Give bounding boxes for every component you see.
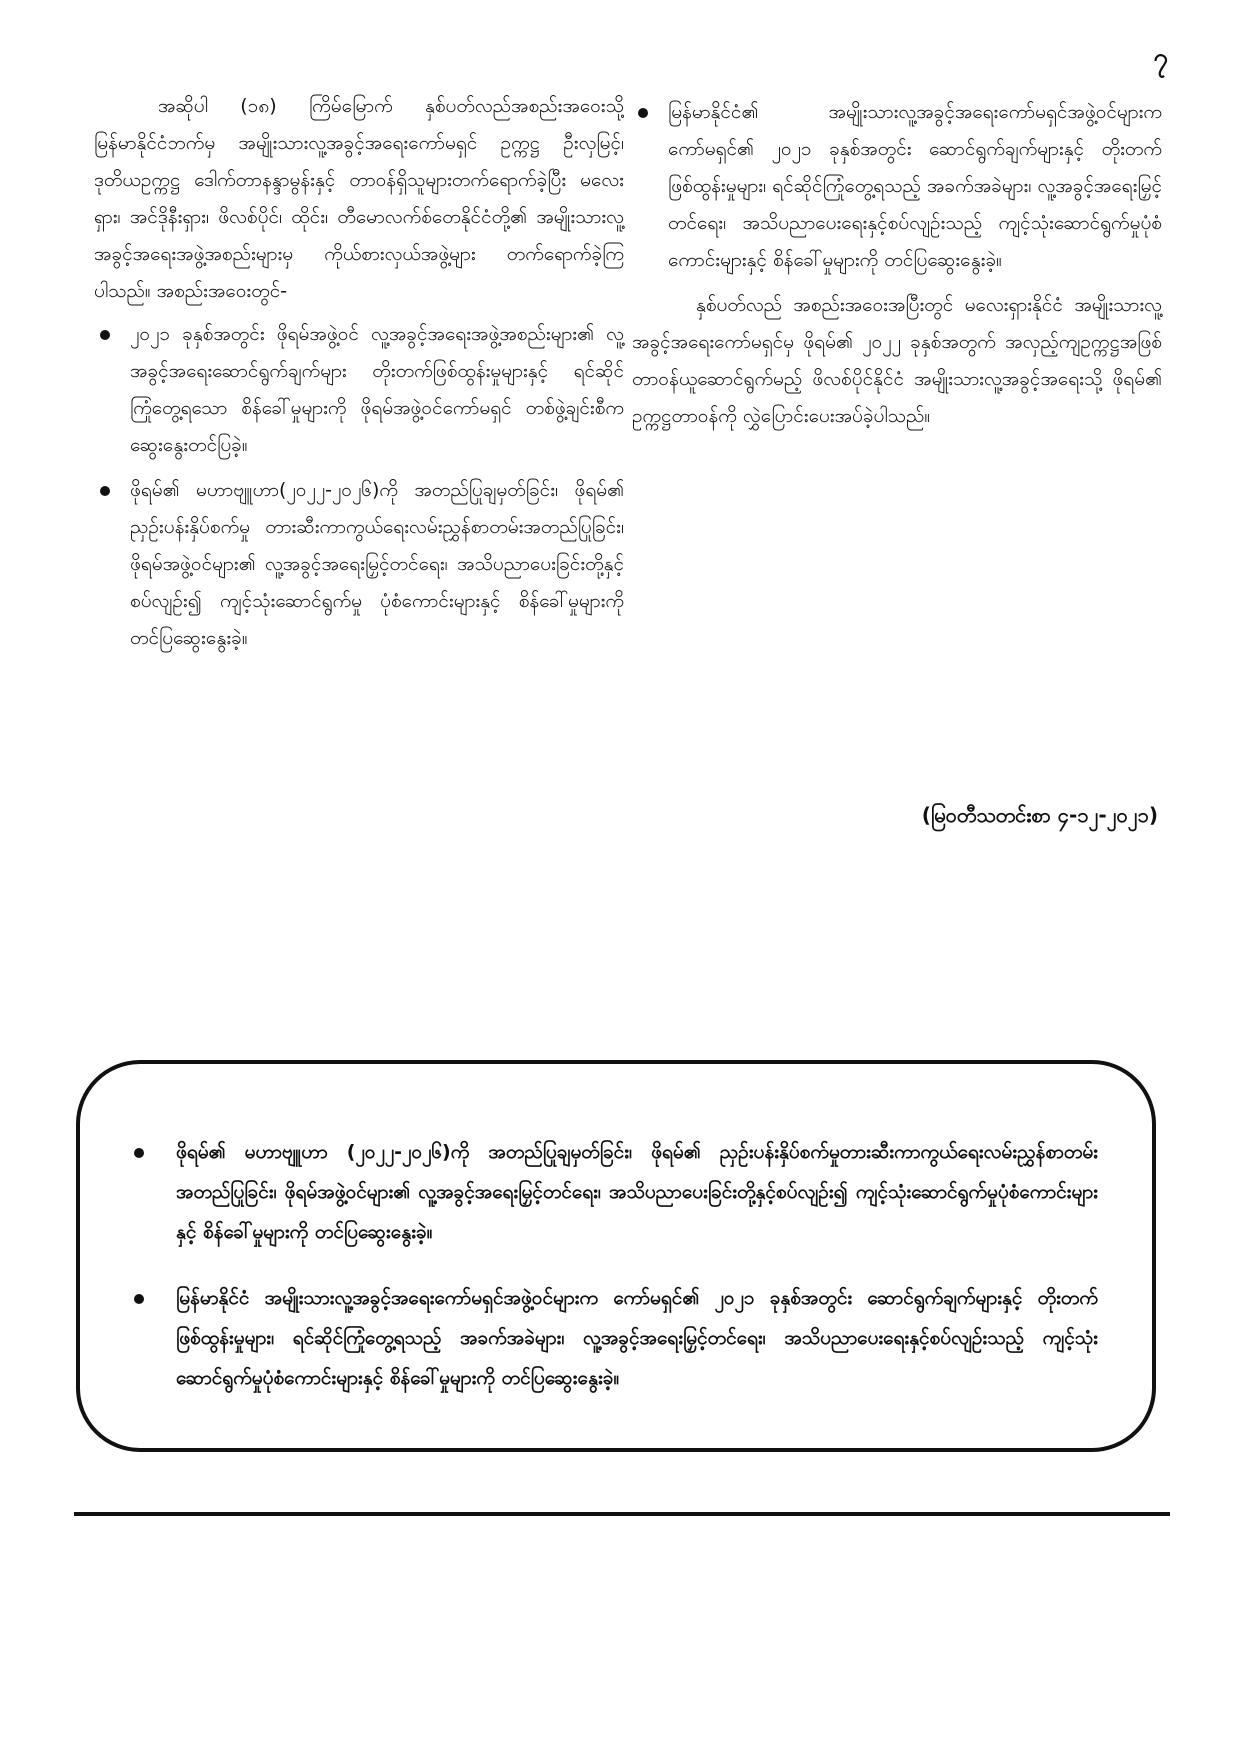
page-number: ၇ bbox=[1153, 43, 1168, 73]
list-item bbox=[94, 316, 624, 464]
list-item bbox=[130, 1132, 1098, 1252]
source-citation: (မြဝတီသတင်းစာ ၄-၁၂-၂၀၂၁) bbox=[921, 803, 1158, 827]
bullet-text: မြန်မာနိုင်ငံ၏ အမျိုးသားလူ့အခွင့်အရေးကော်မရှင်အဖွဲ့ဝင်များက ကော်မရှင်၏ ၂၀၂၁ ခုနှစ်အတွင်း ဆောင်ရွက်ချက်များနှင့် တိုးတက်ဖြစ်ထွန်းမှုများ၊ ရင်ဆိုင်ကြုံတွေ့ရသည့် အခက်အခဲများ၊ လူ့အခွင့်အရေးမြှင့်တင်ရေး၊ အသိပညာပေးရေးနှင့်စပ်လျဉ်းသည့် ကျင့်သုံးဆောင်ရွက်မှုပုံစံကောင်းများနှင့် စိန်ခေါ်မှုများကို တင်ပြဆွေးနွေးခဲ့။ bbox=[668, 101, 1162, 271]
summary-box bbox=[76, 1060, 1156, 1452]
bullet-icon bbox=[638, 108, 648, 118]
bullet-text: ၂၀၂၁ ခုနှစ်အတွင်း ဖိုရမ်အဖွဲ့ဝင် လူ့အခွင့်အရေးအဖွဲ့အစည်းများ၏ လူ့အခွင့်အရေးဆောင်ရွက်ချက်များ တိုးတက်ဖြစ်ထွန်းမှုများနှင့် ရင်ဆိုင်ကြုံတွေ့ရသော စိန်ခေါ်မှုများကို ဖိုရမ်အဖွဲ့ဝင်ကော်မရှင် တစ်ဖွဲ့ချင်းစီကဆွေးနွေးတင်ပြခဲ့။ bbox=[130, 323, 624, 456]
summary-bullet-list bbox=[130, 1132, 1098, 1398]
right-bullet-list bbox=[632, 94, 1162, 279]
right-column bbox=[632, 88, 1162, 435]
intro-paragraph: အဆိုပါ (၁၈) ကြိမ်မြောက် နှစ်ပတ်လည်အစည်းအဝေးသို့ မြန်မာနိုင်ငံဘက်မှ အမျိုးသားလူ့အခွင့်အရေးကော်မရှင် ဥက္ကဋ္ဌ ဦးလှမြင့်၊ ဒုတိယဥက္ကဋ္ဌ ဒေါက်တာနန္ဒာမွန်းနှင့် တာဝန်ရှိသူများတက်ရောက်ခဲ့ပြီး မလေးရှား၊ အင်ဒိုနီးရှား၊ ဖိလစ်ပိုင်၊ ထိုင်း၊ တီမောလက်စ်တေနိုင်ငံတို့၏ အမျိုးသားလူ့အခွင့်အရေးအဖွဲ့အစည်းများမှ ကိုယ်စားလှယ်အဖွဲ့များ တက်ရောက်ခဲ့ကြပါသည်။ အစည်းအဝေးတွင်- bbox=[94, 95, 624, 302]
left-bullet-list bbox=[94, 316, 624, 657]
bullet-text: ဖိုရမ်၏ မဟာဗျူဟာ (၂၀၂၂-၂၀၂၆)ကို အတည်ပြုချမှတ်ခြင်း၊ ဖိုရမ်၏ ညှဉ်းပန်းနှိပ်စက်မှုတားဆီးကာကွယ်ရေးလမ်းညွှန်စာတမ်းအတည်ပြုခြင်း၊ ဖိုရမ်အဖွဲ့ဝင်များ၏ လူ့အခွင့်အရေးမြှင့်တင်ရေး၊ အသိပညာပေးခြင်းတို့နှင့်စပ်လျဉ်း၍ ကျင့်သုံးဆောင်ရွက်မှုပုံစံကောင်းများနှင့် စိန်ခေါ်မှုများကို တင်ပြဆွေးနွေးခဲ့။ bbox=[176, 1141, 1098, 1243]
bullet-icon bbox=[134, 1148, 144, 1158]
bullet-icon bbox=[100, 330, 110, 340]
list-item bbox=[130, 1278, 1098, 1398]
bullet-text: မြန်မာနိုင်ငံ အမျိုးသားလူ့အခွင့်အရေးကော်မရှင်အဖွဲ့ဝင်များက ကော်မရှင်၏ ၂၀၂၁ ခုနှစ်အတွင်း ဆောင်ရွက်ချက်များနှင့် တိုးတက်ဖြစ်ထွန်းမှုများ၊ ရင်ဆိုင်ကြုံတွေ့ရသည့် အခက်အခဲများ၊ လူ့အခွင့်အရေးမြှင့်တင်ရေး၊ အသိပညာပေးရေးနှင့်စပ်လျဉ်းသည့် ကျင့်သုံးဆောင်ရွက်မှုပုံစံကောင်းများနှင့် စိန်ခေါ်မှုများကို တင်ပြဆွေးနွေးခဲ့။ bbox=[176, 1287, 1098, 1389]
closing-paragraph: နှစ်ပတ်လည် အစည်းအဝေးအပြီးတွင် မလေးရှားနိုင်ငံ အမျိုးသားလူ့အခွင့်အရေးကော်မရှင်မှ ဖိုရမ်၏ ၂၀၂၂ ခုနှစ်အတွက် အလှည့်ကျဥက္ကဋ္ဌအဖြစ် တာဝန်ယူဆောင်ရွက်မည့် ဖိလစ်ပိုင်နိုင်ငံ အမျိုးသားလူ့အခွင့်အရေးသို့ ဖိုရမ်၏ ဥက္ကဋ္ဌတာဝန်ကို လွှဲပြောင်းပေးအပ်ခဲ့ပါသည်။ bbox=[632, 294, 1162, 427]
left-column bbox=[94, 88, 624, 665]
bullet-icon bbox=[100, 486, 110, 496]
bottom-rule bbox=[74, 1512, 1170, 1516]
list-item bbox=[94, 472, 624, 657]
bullet-icon bbox=[134, 1294, 144, 1304]
list-item bbox=[632, 94, 1162, 279]
bullet-text: ဖိုရမ်၏ မဟာဗျူဟာ(၂၀၂၂-၂၀၂၆)ကို အတည်ပြုချမှတ်ခြင်း၊ ဖိုရမ်၏ ညှဉ်းပန်းနှိပ်စက်မှု တားဆီးကာကွယ်ရေးလမ်းညွှန်စာတမ်းအတည်ပြုခြင်း၊ ဖိုရမ်အဖွဲ့ဝင်များ၏ လူ့အခွင့်အရေးမြှင့်တင်ရေး၊ အသိပညာပေးခြင်းတို့နှင့်စပ်လျဉ်း၍ ကျင့်သုံးဆောင်ရွက်မှု ပုံစံကောင်းများနှင့် စိန်ခေါ်မှုများကို တင်ပြဆွေးနွေးခဲ့။ bbox=[130, 479, 624, 649]
